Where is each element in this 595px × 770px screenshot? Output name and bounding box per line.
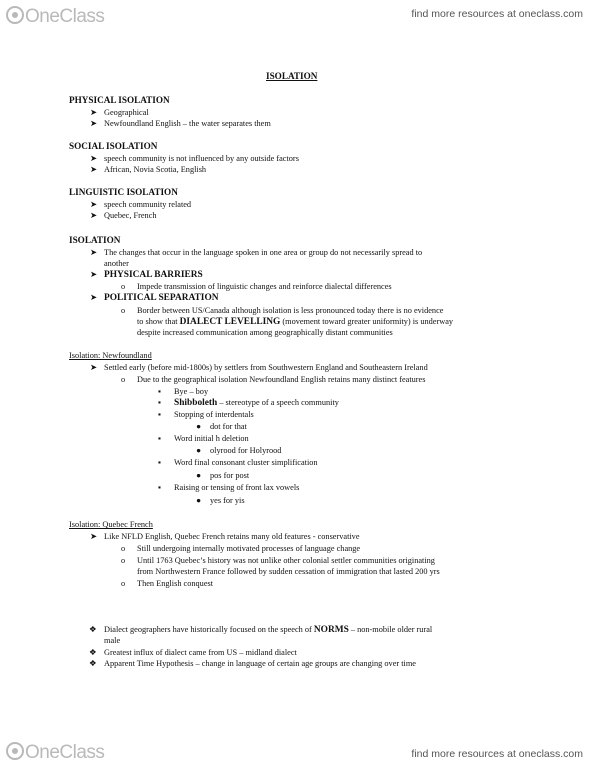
bullet-diamond-icon: ❖ [89, 648, 97, 657]
heading-physical-isolation: PHYSICAL ISOLATION [69, 95, 170, 105]
bullet-dot-icon: ● [196, 422, 202, 431]
bullet-arrow-icon: ➤ [90, 119, 97, 128]
logo-text: OneClass [25, 6, 105, 27]
heading-linguistic-isolation: LINGUISTIC ISOLATION [69, 187, 178, 197]
paragraph-line: male [104, 636, 121, 645]
list-item: Impede transmission of linguistic changes and reinforce dialectal differences [137, 282, 392, 291]
doc-title: ISOLATION [266, 71, 318, 81]
bullet-square-icon: ▪ [158, 458, 161, 467]
heading-newfoundland: Isolation: Newfoundland [69, 351, 152, 360]
paragraph-line: from Northwestern France followed by sudden cessation of immigration that lasted 200 yrs [137, 567, 440, 576]
term-dialect-levelling: DIALECT LEVELLING [179, 317, 281, 327]
list-item [174, 398, 339, 409]
bullet-square-icon: ▪ [158, 387, 161, 396]
list-item: Like NFLD English, Quebec French retains many old features - conservative [104, 532, 360, 541]
list-item: Quebec, French [104, 211, 157, 220]
paragraph-line: The changes that occur in the language spoken in one area or group do not necessarily spread to [104, 248, 423, 257]
subheading-political-separation: POLITICAL SEPARATION [104, 293, 219, 303]
list-item: Then English conquest [137, 579, 214, 588]
paragraph-line: despite increased communication among geographically distant communities [137, 328, 393, 337]
term-shibboleth: Shibboleth [174, 398, 218, 408]
list-item: Raising or tensing of front lax vowels [174, 483, 300, 492]
list-item: Apparent Time Hypothesis – change in language of certain age groups are changing over time [104, 659, 416, 668]
bullet-diamond-icon: ❖ [89, 659, 97, 668]
bullet-arrow-icon: ➤ [90, 270, 97, 279]
header-promo-link[interactable]: find more resources at oneclass.com [411, 8, 583, 20]
list-item: Still undergoing internally motivated processes of language change [137, 544, 361, 553]
list-item: Settled early (before mid-1800s) by settlers from Southwestern England and Southeastern Ireland [104, 363, 428, 372]
paragraph-line: Border between US/Canada although isolation is less pronounced today there is no evidence [137, 306, 444, 315]
page-footer [0, 738, 595, 770]
term-norms: NORMS [313, 625, 349, 635]
list-item: Word initial h deletion [174, 434, 249, 443]
bullet-circle-icon: o [121, 579, 126, 588]
list-item: speech community is not influenced by any outside factors [104, 154, 299, 163]
logo-text: OneClass [25, 742, 105, 763]
heading-quebec-french: Isolation: Quebec French [69, 520, 153, 529]
list-item: pos for post [210, 471, 250, 480]
bullet-square-icon: ▪ [158, 398, 161, 407]
text-run: to show that [137, 317, 180, 326]
subheading-physical-barriers: PHYSICAL BARRIERS [104, 270, 203, 280]
bullet-arrow-icon: ➤ [90, 248, 97, 257]
bullet-dot-icon: ● [196, 471, 202, 480]
list-item: Geographical [104, 108, 149, 117]
bullet-arrow-icon: ➤ [90, 532, 97, 541]
bullet-circle-icon: o [121, 556, 126, 565]
text-run: – non-mobile older rural [348, 625, 433, 634]
bullet-arrow-icon: ➤ [90, 363, 97, 372]
text-run: – stereotype of a speech community [217, 398, 339, 407]
paragraph-line: another [104, 259, 129, 268]
bullet-circle-icon: o [121, 306, 126, 315]
bullet-diamond-icon: ❖ [89, 625, 97, 634]
bullet-circle-icon: o [121, 375, 126, 384]
bullet-arrow-icon: ➤ [90, 200, 97, 209]
bullet-circle-icon: o [121, 544, 126, 553]
list-item: Stopping of interdentals [174, 410, 254, 419]
bullet-square-icon: ▪ [158, 434, 161, 443]
paragraph-line: Until 1763 Quebec’s history was not unlike other colonial settler communities originating [137, 556, 435, 565]
oneclass-logo[interactable] [6, 742, 104, 764]
bullet-arrow-icon: ➤ [90, 154, 97, 163]
heading-isolation: ISOLATION [69, 235, 121, 245]
bullet-dot-icon: ● [196, 496, 202, 505]
bullet-arrow-icon: ➤ [90, 211, 97, 220]
bullet-square-icon: ▪ [158, 410, 161, 419]
list-item: Greatest influx of dialect came from US – midland dialect [104, 648, 297, 657]
bullet-arrow-icon: ➤ [90, 293, 97, 302]
text-run: Dialect geographers have historically focused on the speech of [104, 625, 314, 634]
paragraph-line [137, 317, 453, 328]
list-item: Newfoundland English – the water separates them [104, 119, 271, 128]
bullet-square-icon: ▪ [158, 483, 161, 492]
paragraph-line [104, 625, 432, 636]
bullet-dot-icon: ● [196, 446, 202, 455]
bullet-arrow-icon: ➤ [90, 108, 97, 117]
list-item: dot for that [210, 422, 247, 431]
heading-social-isolation: SOCIAL ISOLATION [69, 141, 158, 151]
list-item: Word final consonant cluster simplification [174, 458, 318, 467]
list-item: African, Novia Scotia, English [104, 165, 207, 174]
list-item: speech community related [104, 200, 192, 209]
bullet-circle-icon: o [121, 282, 126, 291]
list-item: Bye – boy [174, 387, 209, 396]
text-run: (movement toward greater uniformity) is underway [280, 317, 454, 326]
list-item: yes for yis [210, 496, 245, 505]
list-item: Due to the geographical isolation Newfoundland English retains many distinct features [137, 375, 426, 384]
bullet-arrow-icon: ➤ [90, 165, 97, 174]
list-item: olyrood for Holyrood [210, 446, 282, 455]
footer-promo-link[interactable]: find more resources at oneclass.com [411, 748, 583, 760]
oneclass-o-icon [6, 742, 24, 760]
